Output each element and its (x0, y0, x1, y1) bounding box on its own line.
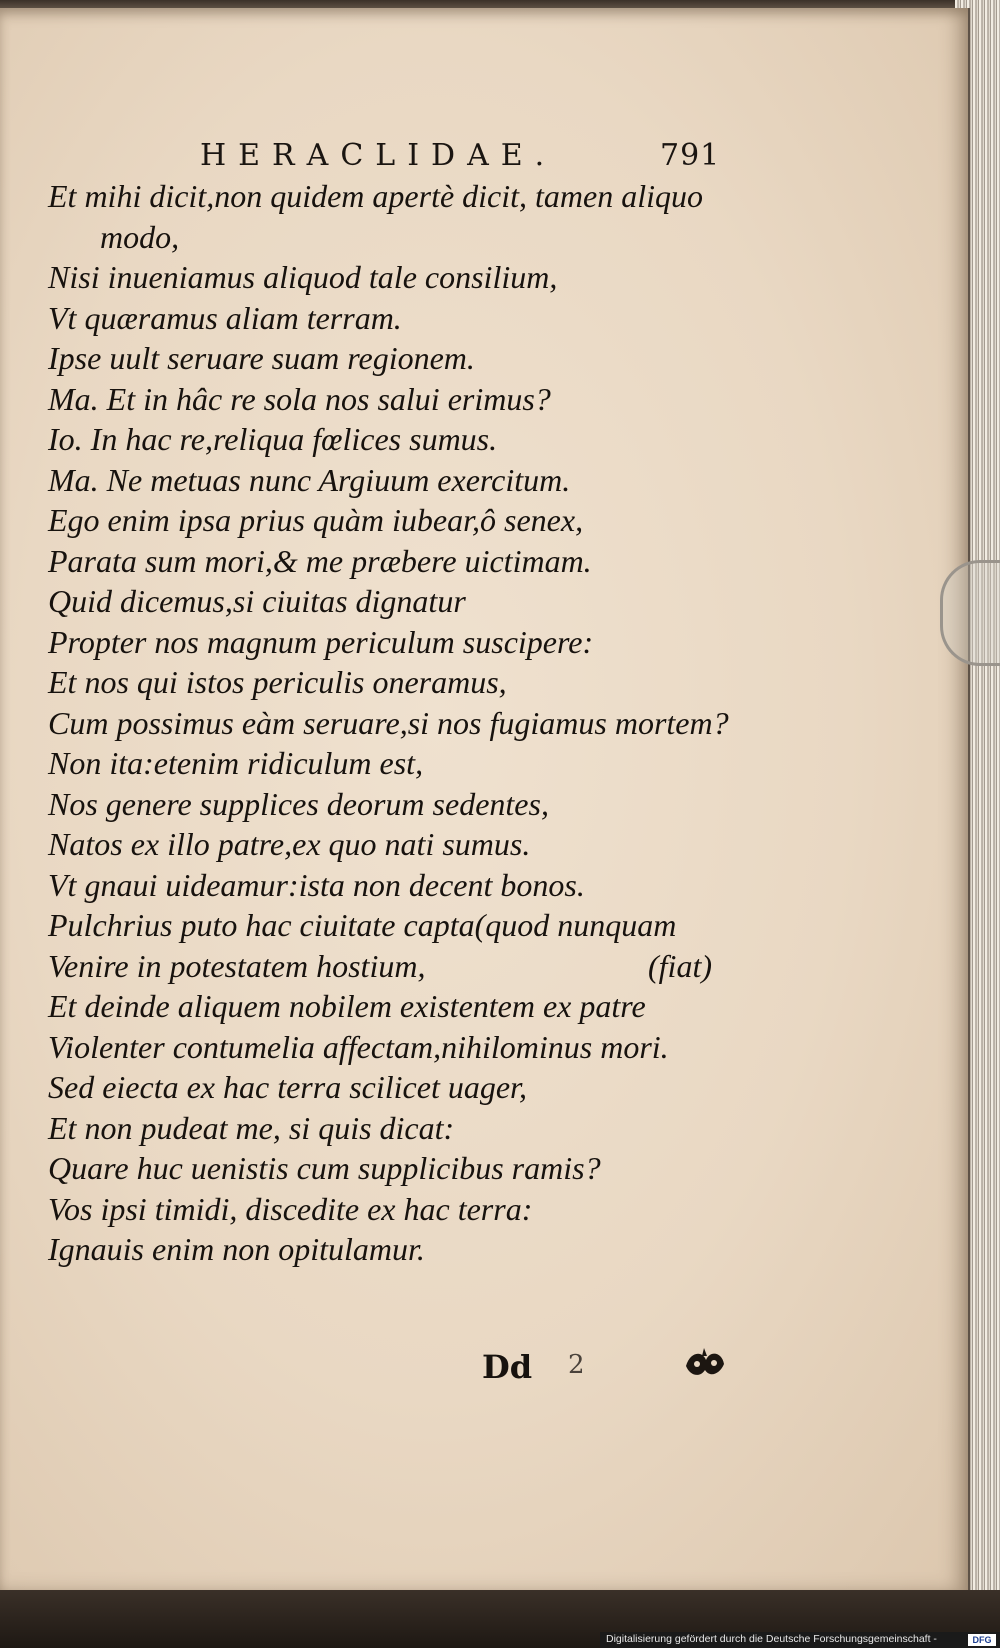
text-line: Et deinde aliquem nobilem existentem ex patre (48, 988, 646, 1024)
text-line: Vt quæramus aliam terram. (48, 299, 402, 336)
dfg-logo: DFG (968, 1634, 996, 1646)
text-line: Natos ex illo patre,ex quo nati sumus. (48, 826, 531, 862)
text-line: Et nos qui istos periculis oneramus, (48, 664, 507, 700)
signature-number: 2 (568, 1350, 585, 1380)
text-line: Ego enim ipsa prius quàm iubear,ô senex, (48, 502, 584, 538)
text-line: Nos genere supplices deorum sedentes, (48, 785, 549, 822)
text-line: Quare huc uenistis cum supplicibus ramis? (48, 1150, 601, 1186)
text-line: Propter nos magnum periculum suscipere: (48, 623, 594, 660)
text-line: Violenter contumelia affectam,nihilominus mori. (48, 1028, 669, 1065)
text-line: modo, (100, 218, 180, 255)
digitization-credit-text: Digitalisierung gefördert durch die Deutsche Forschungsgemeinschaft - (606, 1633, 937, 1645)
text-line: Ipse uult seruare suam regionem. (48, 340, 475, 376)
text-block (48, 176, 748, 1270)
text-line: Ma. Ne metuas nunc Argiuum exercitum. (48, 461, 571, 498)
text-line: Et non pudeat me, si quis dicat: (48, 1109, 455, 1146)
text-line (48, 946, 748, 987)
page-number: 791 (660, 138, 721, 173)
page-header (0, 138, 968, 178)
text-line: Cum possimus eàm seruare,si nos fugiamus mortem? (48, 704, 729, 741)
text-line: Sed eiecta ex hac terra scilicet uager, (48, 1069, 527, 1105)
text-line: Quid dicemus,si ciuitas dignatur (48, 583, 466, 619)
text-line: Pulchrius puto hac ciuitate capta(quod nunquam (48, 907, 677, 943)
page-footer (0, 1348, 968, 1398)
text-line: Nisi inueniamus aliquod tale consilium, (48, 259, 558, 295)
printer-ornament-icon (680, 1344, 730, 1384)
text-line: Et mihi dicit,non quidem apertè dicit, tamen aliquo (48, 178, 704, 214)
signature-mark: Dd (482, 1348, 533, 1386)
running-head: HERACLIDAE. (200, 138, 557, 173)
text-line: Non ita:etenim ridiculum est, (48, 745, 424, 781)
text-line: Vt gnaui uideamur:ista non decent bonos. (48, 866, 585, 903)
book-page (0, 8, 970, 1592)
text-line: Ignauis enim non opitulamur. (48, 1231, 425, 1267)
catchword-fiat: (fiat) (648, 947, 712, 984)
text-line: Parata sum mori,& me præbere uictimam. (48, 542, 592, 579)
text-line: Io. In hac re,reliqua fœlices sumus. (48, 421, 498, 457)
text-line-content: Venire in potestatem hostium, (48, 947, 426, 984)
text-line: Ma. Et in hâc re sola nos salui erimus? (48, 380, 551, 417)
text-line: Vos ipsi timidi, discedite ex hac terra: (48, 1190, 533, 1227)
page-holder-clip (940, 560, 1000, 666)
